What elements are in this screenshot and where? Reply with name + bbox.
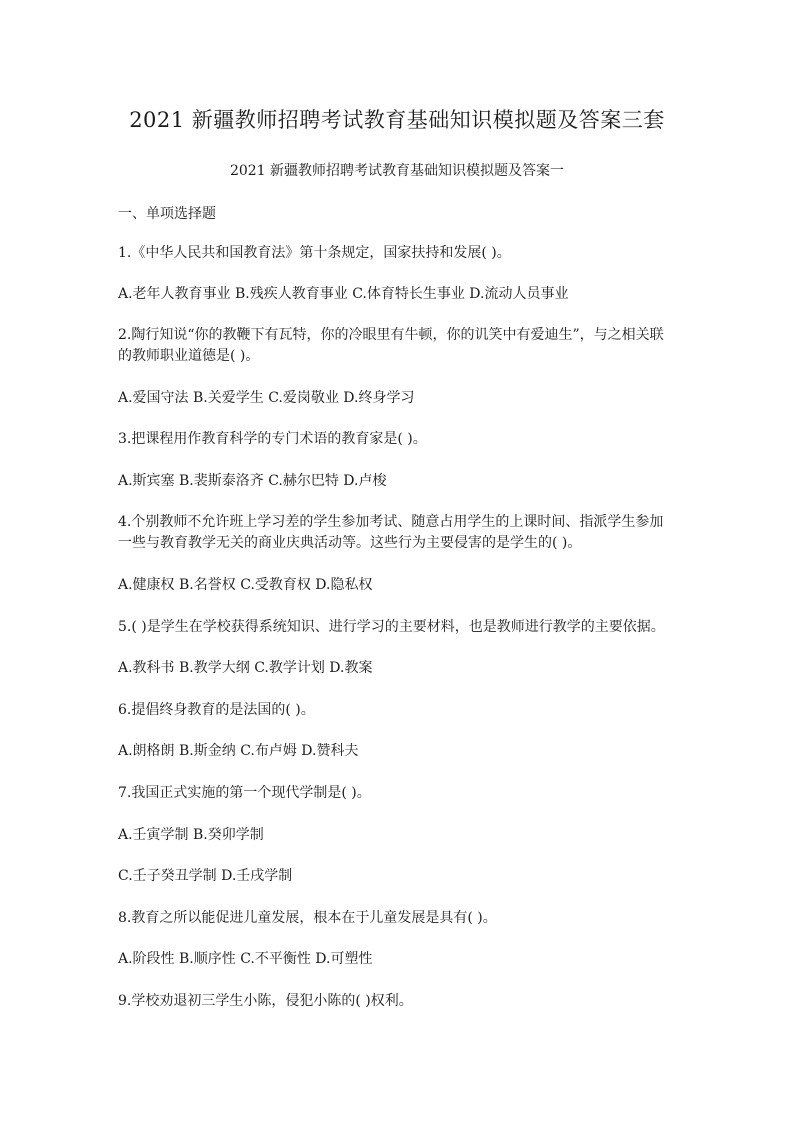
question-stem: 一些与教育教学无关的商业庆典活动等。这些行为主要侵害的是学生的( )。	[118, 535, 582, 551]
question-stem: 5.( )是学生在学校获得系统知识、进行学习的主要材料，也是教师进行教学的主要依据。	[118, 619, 665, 635]
question-options: A.斯宾塞 B.裴斯泰洛齐 C.赫尔巴特 D.卢梭	[118, 473, 387, 489]
question-options: A.教科书 B.教学大纲 C.教学计划 D.教案	[118, 660, 373, 676]
question-options: A.健康权 B.名誉权 C.受教育权 D.隐私权	[118, 577, 373, 593]
question-stem: 1.《中华人民共和国教育法》第十条规定，国家扶持和发展( )。	[118, 245, 511, 261]
question-options: A.阶段性 B.顺序性 C.不平衡性 D.可塑性	[118, 951, 373, 967]
question-stem: 的教师职业道德是( )。	[118, 348, 260, 364]
question-stem: 3.把课程用作教育科学的专门术语的教育家是( )。	[118, 431, 427, 447]
question-stem: 2.陶行知说“你的教鞭下有瓦特，你的冷眼里有牛顿，你的讥笑中有爱迪生”，与之相关联	[118, 327, 664, 343]
question-options: A.朗格朗 B.斯金纳 C.布卢姆 D.赞科夫	[118, 743, 359, 759]
section-heading: 一、单项选择题	[118, 206, 216, 222]
question-stem: 4.个别教师不允许班上学习差的学生参加考试、随意占用学生的上课时间、指派学生参加	[118, 514, 664, 530]
question-options: A.爱国守法 B.关爱学生 C.爱岗敬业 D.终身学习	[118, 390, 415, 406]
document-title: 2021 新疆教师招聘考试教育基础知识模拟题及答案三套	[129, 108, 665, 132]
document-subtitle: 2021 新疆教师招聘考试教育基础知识模拟题及答案一	[229, 163, 565, 179]
question-stem: 9.学校劝退初三学生小陈，侵犯小陈的( )权利。	[118, 993, 413, 1009]
question-stem: 6.提倡终身教育的是法国的( )。	[118, 702, 315, 718]
question-stem: 7.我国正式实施的第一个现代学制是( )。	[118, 785, 371, 801]
question-options: A.老年人教育事业 B.残疾人教育事业 C.体育特长生事业 D.流动人员事业	[118, 286, 569, 302]
question-options: A.壬寅学制 B.癸卯学制	[118, 827, 264, 843]
question-stem: 8.教育之所以能促进儿童发展，根本在于儿童发展是具有( )。	[118, 910, 497, 926]
question-options: C.壬子癸丑学制 D.壬戌学制	[118, 868, 293, 884]
